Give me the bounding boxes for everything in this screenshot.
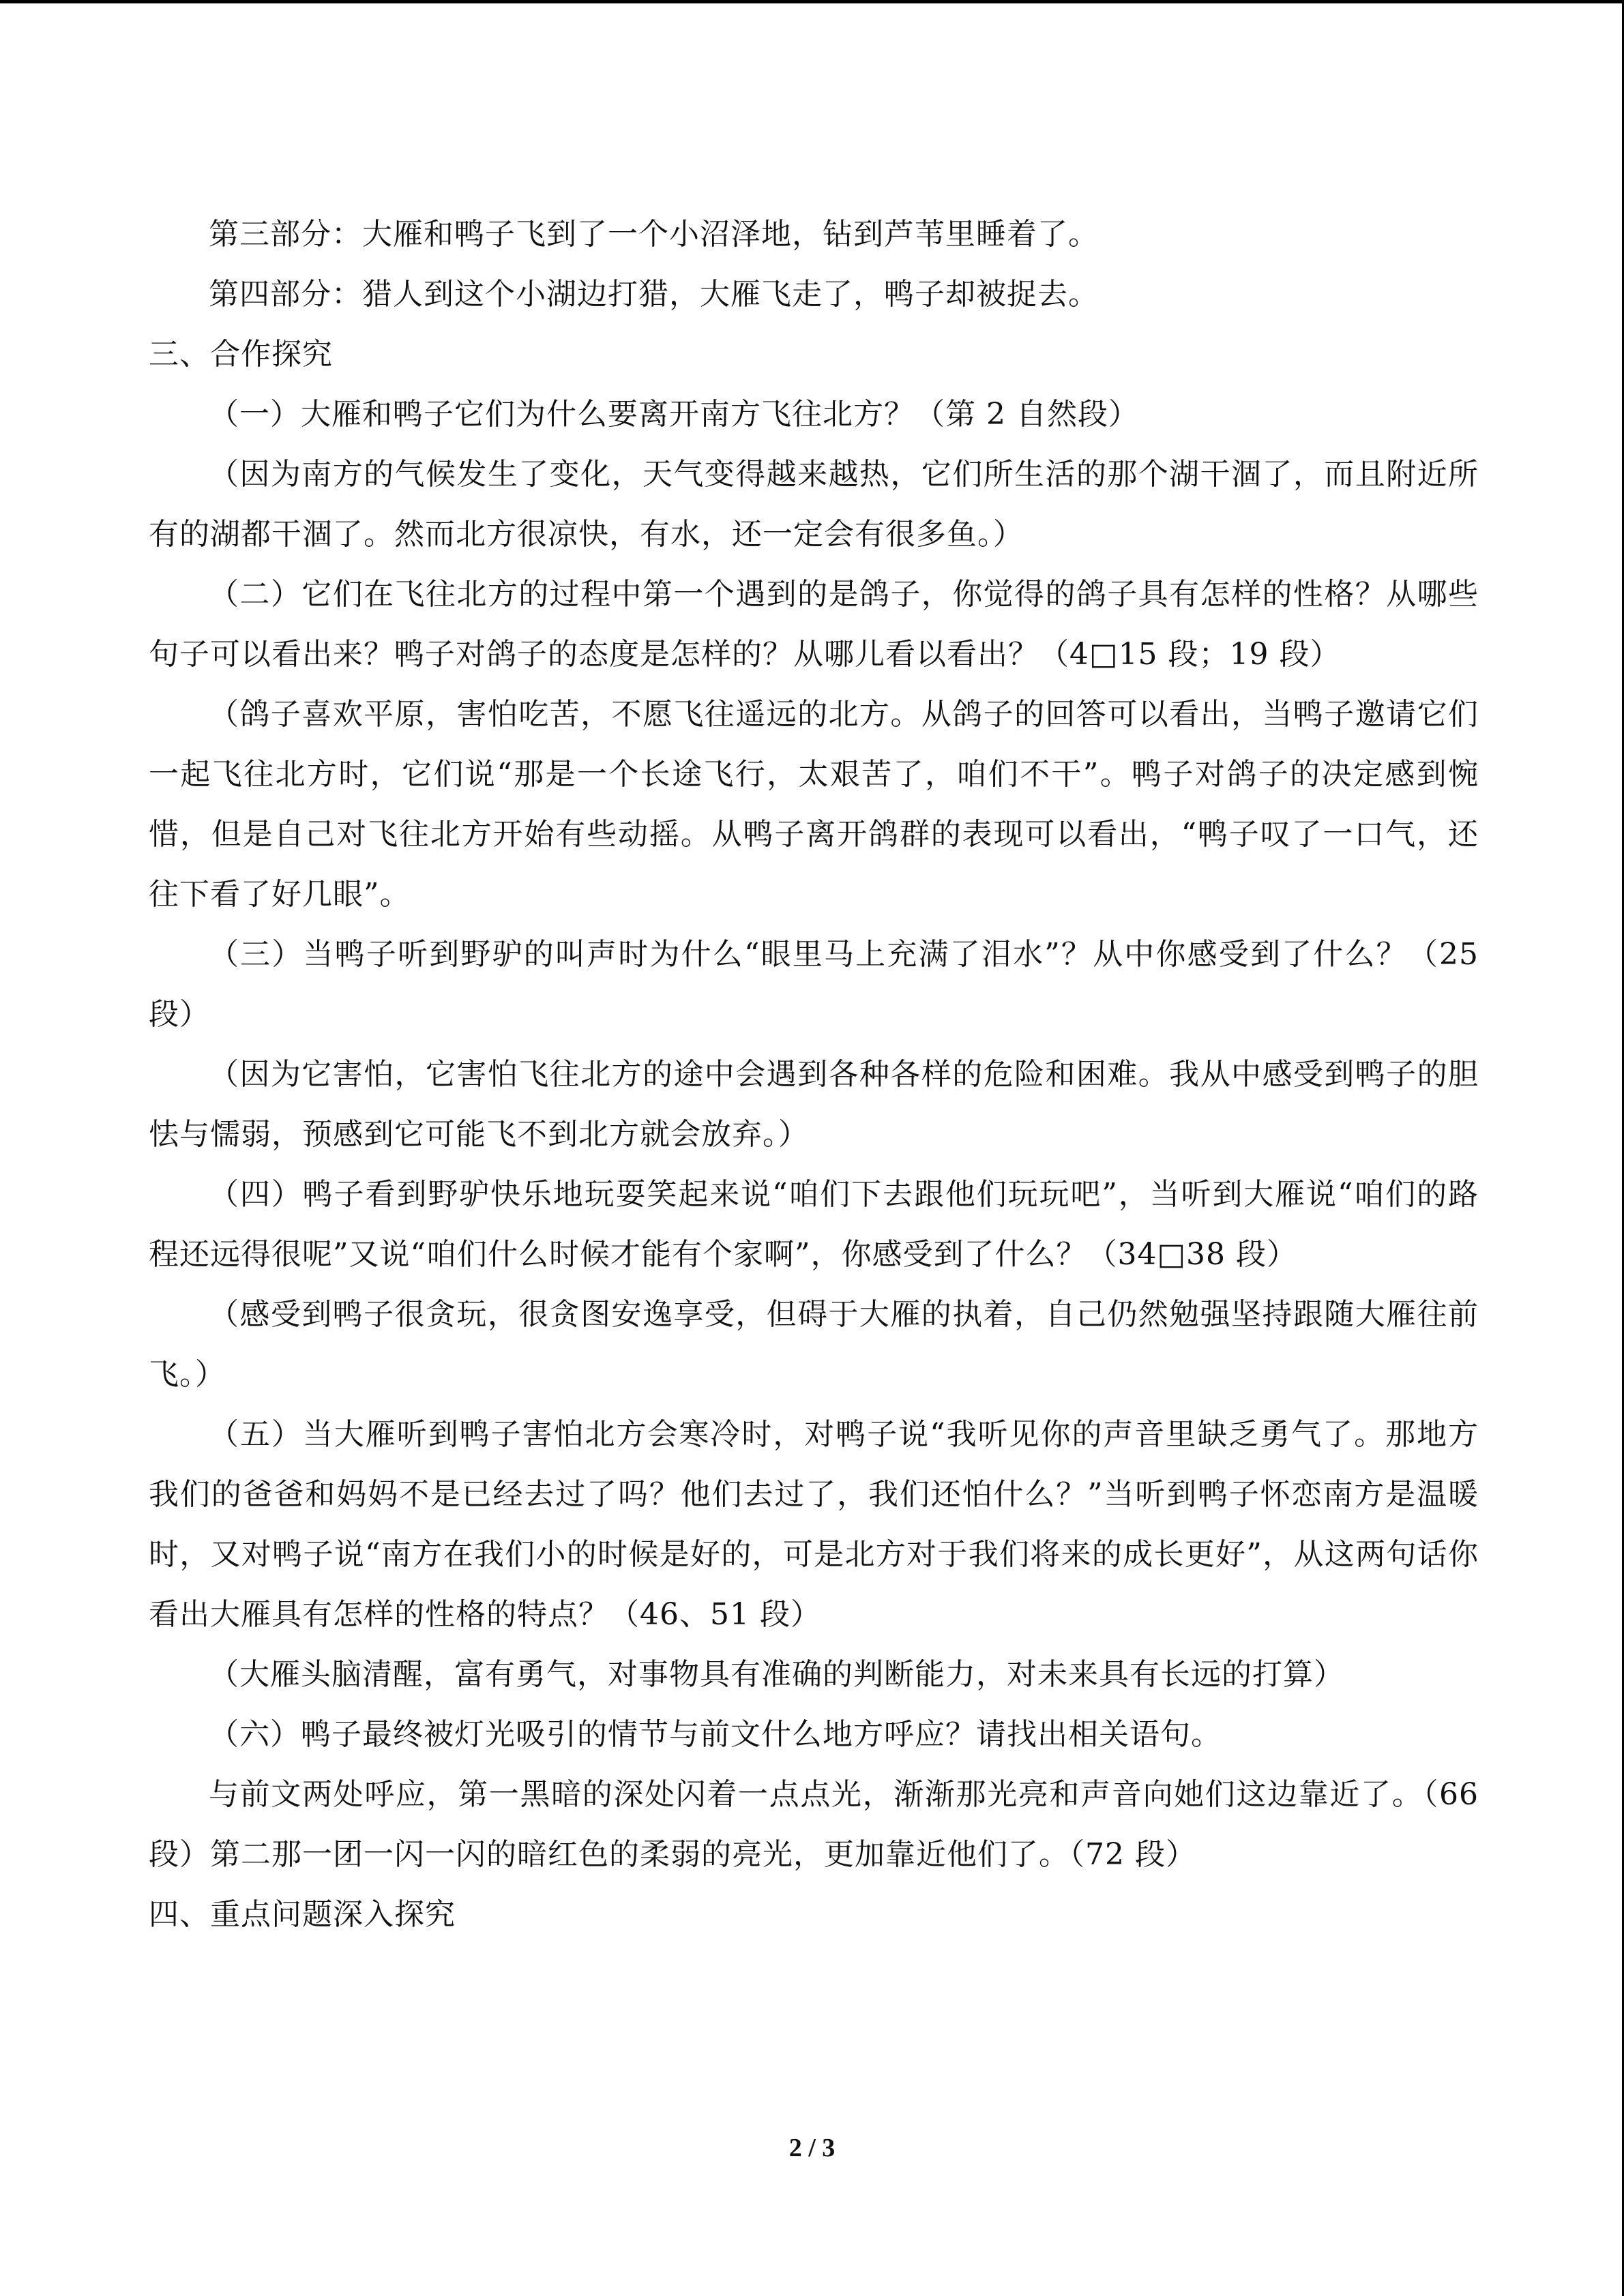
- answer-paragraph: （大雁头脑清醒，富有勇气，对事物具有准确的判断能力，对未来具有长远的打算）: [209, 1657, 1344, 1692]
- question-paragraph: （三）当鸭子听到野驴的叫声时为什么“眼里马上充满了泪水”？从中你感受到了什么？（25 段）: [149, 937, 1479, 1032]
- page-number: 2 / 3: [788, 2134, 836, 2162]
- top-border-line: [0, 0, 1624, 3]
- paragraph: 第四部分：猎人到这个小湖边打猎，大雁飞走了，鸭子却被捉去。: [209, 277, 1099, 312]
- question-paragraph: （六）鸭子最终被灯光吸引的情节与前文什么地方呼应？请找出相关语句。: [209, 1717, 1222, 1752]
- question-paragraph: （四）鸭子看到野驴快乐地玩耍笑起来说“咱们下去跟他们玩玩吧”，当听到大雁说“咱们的路程还远得很呢”又说“咱们什么时候才能有个家啊”，你感受到了什么？（34□38 段）: [149, 1177, 1479, 1272]
- document-body: [149, 205, 1479, 1945]
- question-paragraph: （二）它们在飞往北方的过程中第一个遇到的是鸽子，你觉得的鸽子具有怎样的性格？从哪些句子可以看出来？鸭子对鸽子的态度是怎样的？从哪儿看以看出？（4□15 段；19 段）: [149, 577, 1479, 672]
- paragraph: 第三部分：大雁和鸭子飞到了一个小沼泽地，钻到芦苇里睡着了。: [209, 217, 1099, 252]
- section-heading: 三、合作探究: [149, 337, 333, 372]
- answer-paragraph: （因为它害怕，它害怕飞往北方的途中会遇到各种各样的危险和困难。我从中感受到鸭子的胆怯与懦弱，预感到它可能飞不到北方就会放弃。）: [149, 1057, 1479, 1152]
- answer-paragraph: （因为南方的气候发生了变化，天气变得越来越热，它们所生活的那个湖干涸了，而且附近所有的湖都干涸了。然而北方很凉快，有水，还一定会有很多鱼。）: [149, 457, 1479, 552]
- answer-paragraph: （感受到鸭子很贪玩，很贪图安逸享受，但碍于大雁的执着，自己仍然勉强坚持跟随大雁往前飞。）: [149, 1297, 1479, 1392]
- answer-paragraph: 与前文两处呼应，第一黑暗的深处闪着一点点光，渐渐那光亮和声音向她们这边靠近了。（66 段）第二那一团一闪一闪的暗红色的柔弱的亮光，更加靠近他们了。（72 段）: [149, 1777, 1479, 1872]
- question-paragraph: （五）当大雁听到鸭子害怕北方会寒冷时，对鸭子说“我听见你的声音里缺乏勇气了。那地方我们的爸爸和妈妈不是已经去过了吗？他们去过了，我们还怕什么？”当听到鸭子怀恋南方是温暖时，又对鸭子说“南方在我们小的时候是好的，可是北方对于我们将来的成长更好”，从这两句话你看出大雁具有怎样的性格的特点？（46、51 段）: [149, 1417, 1479, 1632]
- question-paragraph: （一）大雁和鸭子它们为什么要离开南方飞往北方？（第 2 自然段）: [209, 397, 1139, 432]
- answer-paragraph: （鸽子喜欢平原，害怕吃苦，不愿飞往遥远的北方。从鸽子的回答可以看出，当鸭子邀请它们一起飞往北方时，它们说“那是一个长途飞行，太艰苦了，咱们不干”。鸭子对鸽子的决定感到惋惜，但是自己对飞往北方开始有些动摇。从鸭子离开鸽群的表现可以看出，“鸭子叹了一口气，还往下看了好几眼”。: [149, 697, 1479, 912]
- section-heading: 四、重点问题深入探究: [149, 1897, 456, 1932]
